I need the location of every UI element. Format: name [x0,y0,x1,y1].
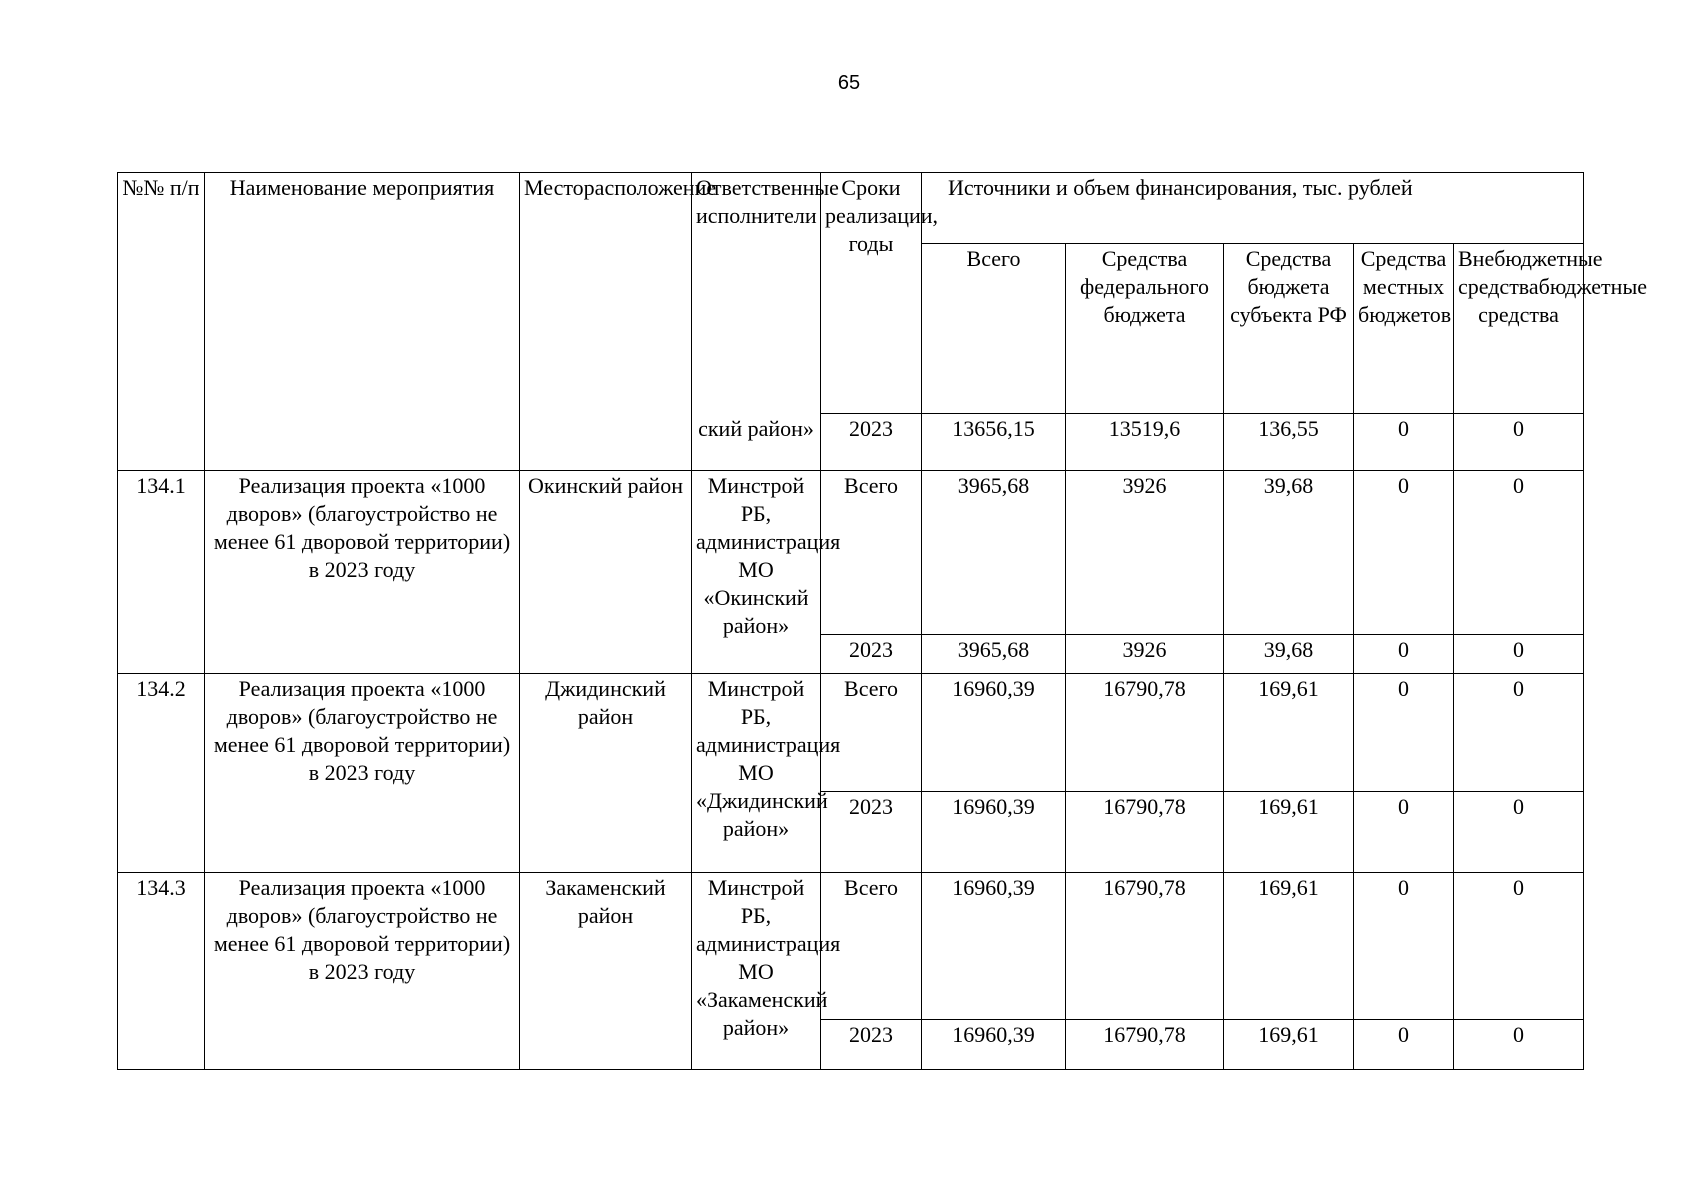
header-federal: Средства федерального бюджета [1066,244,1224,414]
row-federal: 16790,78 [1066,1020,1224,1070]
row-extra: 0 [1454,873,1584,1020]
row-executors: Минстрой РБ, администрация МО «Закаменский район» [692,873,821,1070]
carry-row [118,414,1584,471]
row-extra: 0 [1454,674,1584,792]
row-total: 16960,39 [922,792,1066,873]
carry-year: 2023 [821,414,922,471]
header-funding: Источники и объем финансирования, тыс. рублей [922,173,1584,244]
row-subject: 39,68 [1224,471,1354,635]
row-local: 0 [1354,1020,1454,1070]
carry-executors: ский район» [692,414,821,471]
row-name: Реализация проекта «1000 дворов» (благоустройство не менее 61 дворовой территории) в 2023 году [205,873,520,1070]
row-year: Всего [821,471,922,635]
row-local: 0 [1354,471,1454,635]
row-federal: 16790,78 [1066,674,1224,792]
header-executors: Ответственные исполнители [692,173,821,414]
row-name: Реализация проекта «1000 дворов» (благоустройство не менее 61 дворовой территории) в 2023 году [205,471,520,674]
row-location: Окинский район [520,471,692,674]
row-total: 16960,39 [922,873,1066,1020]
row-name: Реализация проекта «1000 дворов» (благоустройство не менее 61 дворовой территории) в 2023 году [205,674,520,873]
header-terms: Сроки реализации, годы [821,173,922,414]
header-location: Месторасположение [520,173,692,414]
carry-local: 0 [1354,414,1454,471]
carry-location [520,414,692,471]
row-total: 3965,68 [922,635,1066,674]
row-federal: 16790,78 [1066,792,1224,873]
row-year: Всего [821,873,922,1020]
row-subject: 169,61 [1224,1020,1354,1070]
row-num: 134.3 [118,873,205,1070]
header-num: №№ п/п [118,173,205,414]
row-subject: 169,61 [1224,674,1354,792]
row-local: 0 [1354,635,1454,674]
row-extra: 0 [1454,635,1584,674]
row-federal: 16790,78 [1066,873,1224,1020]
row-num: 134.2 [118,674,205,873]
carry-subject: 136,55 [1224,414,1354,471]
header-extra: Внебюджетные средствабюджетные средства [1454,244,1584,414]
row-year: 2023 [821,1020,922,1070]
row-total: 3965,68 [922,471,1066,635]
carry-num [118,414,205,471]
header-name: Наименование мероприятия [205,173,520,414]
header-local: Средства местных бюджетов [1354,244,1454,414]
funding-table [117,172,1647,1070]
row-subject: 169,61 [1224,873,1354,1020]
carry-name [205,414,520,471]
carry-federal: 13519,6 [1066,414,1224,471]
carry-extra: 0 [1454,414,1584,471]
page-number: 65 [837,72,861,94]
row-extra: 0 [1454,471,1584,635]
row-extra: 0 [1454,1020,1584,1070]
row-local: 0 [1354,674,1454,792]
row-year: Всего [821,674,922,792]
row-federal: 3926 [1066,471,1224,635]
row-local: 0 [1354,792,1454,873]
row-location: Джидинский район [520,674,692,873]
row-subject: 169,61 [1224,792,1354,873]
row-total: 16960,39 [922,1020,1066,1070]
carry-total: 13656,15 [922,414,1066,471]
header-row-top [118,173,1584,244]
header-total: Всего [922,244,1066,414]
row-total: 16960,39 [922,674,1066,792]
header-subject: Средства бюджета субъекта РФ [1224,244,1354,414]
row-local: 0 [1354,873,1454,1020]
row-num: 134.1 [118,471,205,674]
row-subject: 39,68 [1224,635,1354,674]
row-federal: 3926 [1066,635,1224,674]
row-extra: 0 [1454,792,1584,873]
table-row [118,471,1584,635]
row-executors: Минстрой РБ, администрация МО «Окинский район» [692,471,821,674]
row-location: Закаменский район [520,873,692,1070]
table-row [118,674,1584,792]
table-row [118,873,1584,1020]
row-year: 2023 [821,792,922,873]
row-year: 2023 [821,635,922,674]
row-executors: Минстрой РБ, администрация МО «Джидинский район» [692,674,821,873]
